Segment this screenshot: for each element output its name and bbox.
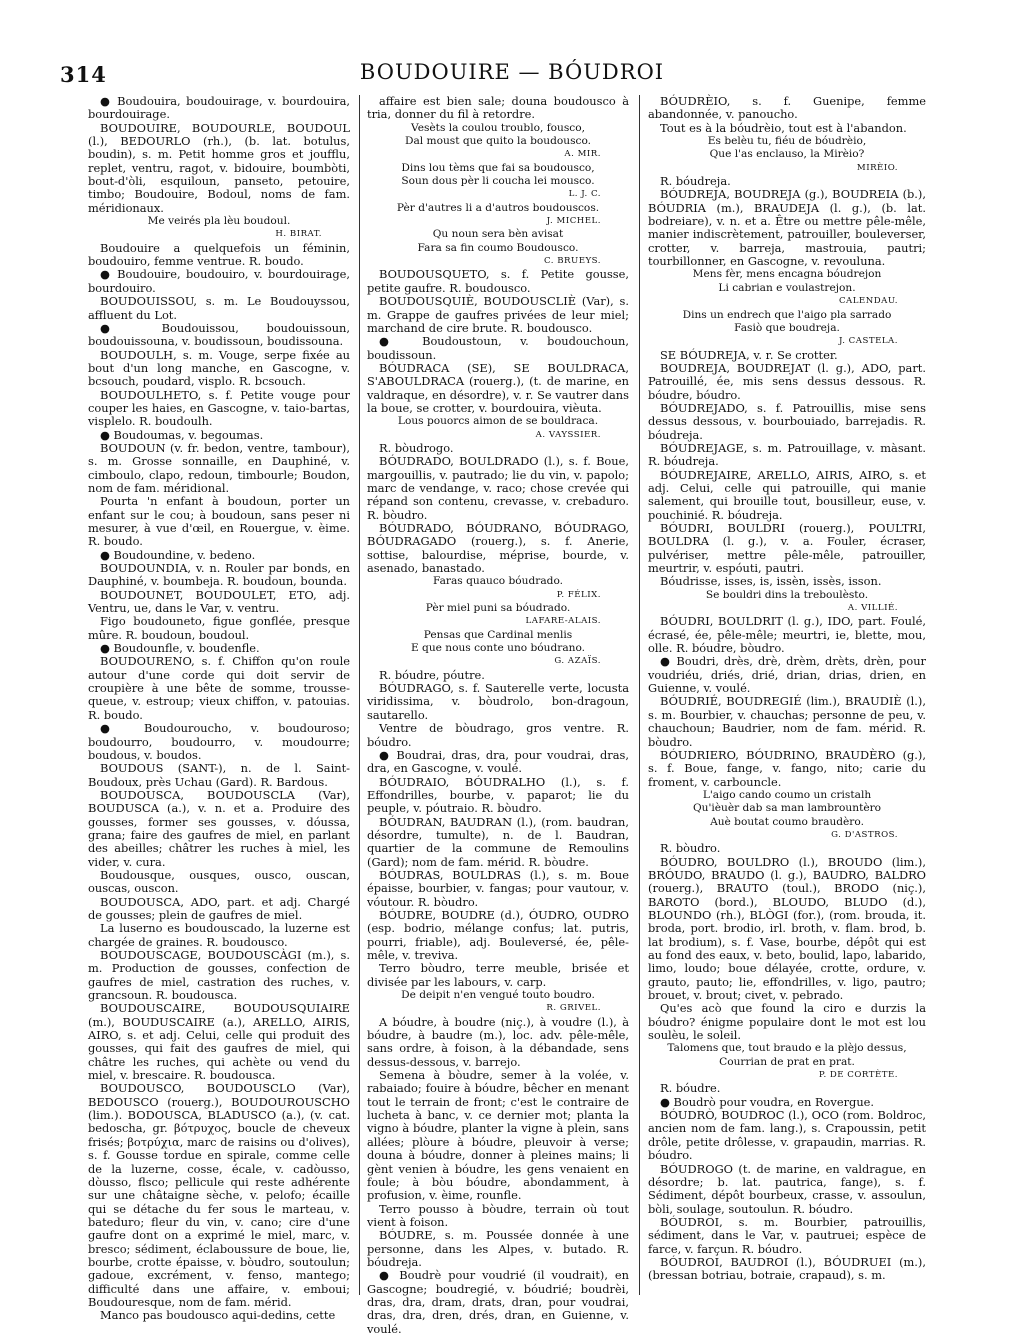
entry-paragraph: R. bòudrogo. [379,440,454,455]
verse-quote: Vesèts la coulou troublo, fousco, [411,121,585,134]
verse-quote: L'aigo cando coumo un cristalh [702,788,872,801]
entry-paragraph: ● Boudouroucho, v. boudouroso; boudourro, boudourro, v. moudourre; boudous, v. boudos. [88,721,350,762]
entry-paragraph: BOUDOULHETO, s. f. Petite vouge pour couper les haies, en Gascogne, v. taio-bartas, visplelo. R. boudoulh. [88,387,350,429]
entry-paragraph: BÓUDRÒ, BOUDROC (l.), OCO (rom. Boldroc, ancien nom de fam. lang.), s. Crapoussin, petit drôle, petite drôlesse, v. grapaudin, marrias. R. bóudro. [648,1108,926,1163]
column-rule [639,95,640,1295]
entry-paragraph: BÓUDRADO, BOULDRADO (l.), s. f. Boue, margouillis, v. pautrado; lie du vin, v. papolo; marc de vendange, v. raco; chose crevée qui répand son contenu, crevasse, v. crebaduro. R. bòudro. [367,454,629,522]
verse-quote: Me veirés pla lèu boudoul. [147,215,291,228]
entry-paragraph: BÓUDREJA, BOUDREJA (g.), BOUDREIA (b.), BÓUDRIA (m.), BRAUDEJA (l. g.), (b. lat. bodreiare), v. n. et a. Être ou mettre pêle-mêle, manier indiscrètement, patrouiller, bouleverser, crotter, v. barreja, mastrouia, pautri; tourbillonner, en Gascogne, v. revouluna. [648,187,926,269]
verse-quote: Se bouldri dins la treboulèsto. [705,588,869,601]
entry-paragraph: BÓUDROI, s. m. Bourbier, patrouillis, sédiment, dans le Var, v. pautruei; espèce de farce, v. farçun. R. bóudro. [648,1214,926,1256]
verse-quote: Qu noun sera bèn avisat [432,228,564,241]
entry-paragraph: ● Boudoundine, v. bedeno. [100,547,256,562]
entry-paragraph: BOUDOULH, s. m. Vouge, serpe fixée au bout d'un long manche, en Gascogne, v. bcsouch, poudard, visplo. R. bcsouch. [88,347,350,389]
entry-paragraph: R. bóudreja. [660,174,731,189]
verse-quote: Li cabrian e voulastrejon. [718,281,856,294]
entry-paragraph: BOUDOURENO, s. f. Chiffon qu'on roule autour d'une corde qui doit servir de croupière à une bête de somme, trousse-queue, v. estroup; vieux chiffon, v. patouias. R. boudo. [88,654,350,722]
entry-paragraph: BOUDOUSCAGE, BOUDOUSCÀGI (m.), s. m. Production de gousses, confection de gaufres de miel, castration des ruches, v. grancsoun. R. boudousca. [88,948,350,1003]
entry-paragraph: Qu'es acò que found la ciro e durzis la bóudro? énigme populaire dont le mot est lou soulèu, le soleil. [648,1001,926,1043]
verse-quote: Talomens que, tout braudo e la plèjo dessus, [667,1042,907,1055]
verse-quote: Dins lou tèms que fai sa boudousco, [401,161,595,174]
entry-paragraph: A bóudre, à boudre (niç.), à voudre (l.), à bóudre, à baudre (m.), loc. adv. pêle-mêle, sans ordre, à foison, à la débandade, sens dessus-dessous, v. barrejo. [367,1014,629,1069]
entry-paragraph: ● Boudounfle, v. boudenfle. [100,641,260,656]
entry-paragraph: R. bóudre. [660,1081,721,1096]
verse-quote: Courrian de prat en prat. [719,1055,855,1068]
quote-author: MIRÈIO. [856,162,898,173]
quote-author: C. BRUEYS. [543,256,601,267]
quote-author: P. FÉLIX. [556,589,601,600]
entry-paragraph: BÓUDRO, BOULDRO (l.), BROUDO (lim.), BRÓUDO, BRAUDO (l. g.), BAUDRO, BALDRO (rouerg.), BRAUTO (toul.), BRODO (niç.), BAROTO (bord.), BLOUDO, BLUDO (d.), BLOUNDO (rh.), BLÒGI (for.), (rom. brouda, it. broda, port. brodio, irl. broth, v. flam. brod, b. lat brodium), s. f. Vase, bourbe, dépôt qui est au fond des eaux, v. beto, boulid, lapo, labarido, limo, loudo; boue délayée, crotte, ordure, v. grauto, pauto; lie, effondrilles, v. ligo, pautro; brouet, v. brout; civet, v. pebrado. [648,854,926,1003]
entry-paragraph: BÓUDRAGO, s. f. Sauterelle verte, locusta viridissima, v. bòudrolo, bon-dragoun, sautarello. [367,681,629,722]
entry-paragraph: Tout es à la bóudrèio, tout est à l'abandon. [660,120,907,135]
text-column-middle [367,95,629,1336]
quote-author: A. VAYSSIER. [535,429,601,440]
page-number: 314 [60,62,107,87]
entry-paragraph: BÓUDRAIO, BÓUDRALHO (l.), s. f. Effondrilles, bourbe, v. paparot; lie du peuple, v. póutraio. R. bòudro. [367,774,629,816]
entry-paragraph: Manco pas boudousco aqui-dedins, cette [100,1308,336,1323]
verse-quote: Que l'as enclauso, la Mirèio? [709,148,865,161]
entry-paragraph: Boudouire a quelquefois un féminin, boudouiro, femme ventrue. R. boudo. [88,240,350,269]
entry-paragraph: Bóudrisse, isses, is, issèn, issès, isson. [660,574,882,589]
entry-paragraph: BÓUDRE, BOUDRE (d.), ÓUDRO, OUDRO (esp. bodrio, mélange confus; lat. putris, pourri, friable), adj. Bouleversé, ée, pêle-mêle, v. treviva. [367,907,629,962]
quote-author: J. CASTELA. [838,336,898,347]
quote-author: LAFARE-ALAIS. [525,616,601,627]
verse-quote: Faras quauco bóudrado. [432,575,564,588]
entry-paragraph: ● Boudrè pour voudrié (il voudrait), en Gascogne; boudregié, v. bóudrié; boudrèi, dras, dra, dram, drats, dran, pour voudrai, dras, dra, dren, drés, dran, en Guienne, v. voulé. [367,1268,629,1336]
verse-quote: Qu'ièuèr dab sa man lambrountèro [692,802,882,815]
entry-paragraph: BÓUDREJADO, s. f. Patrouillis, mise sens dessus dessous, v. bourbouiado, barrejadis. R. bóudreja. [648,400,926,442]
entry-paragraph: Pourta 'n enfant à boudoun, porter un enfant sur le cou; à boudoun, sans peser ni mesurer, à vue d'œil, en Rouergue, v. èime. R. boudo. [88,494,350,549]
entry-paragraph: BÓUDRIÉ, BOUDREGIÉ (lim.), BRAUDIÈ (l.), s. m. Bourbier, v. chauchas; personne de peu, v. chauchoun; Baudrier, nom de fam. mérid. R. bòudro. [648,694,926,749]
entry-paragraph: BOUDOUISSOU, s. m. Le Boudouyssou, affluent du Lot. [88,294,350,322]
entry-paragraph: BOUDREJA, BOUDREJAT (l. g.), ADO, part. Patrouillé, ée, mis sens dessus dessous. R. bóudre, bóudro. [648,360,926,402]
verse-quote: Pèr d'autres li a d'autros boudouscos. [396,201,600,214]
entry-paragraph: ● Boudouira, boudouirage, v. bourdouira, bourdouirage. [88,94,350,122]
entry-paragraph: ● Boudri, drès, drè, drèm, drèts, drèn, pour voudriéu, driés, drié, drian, drias, drien, en Guienne, v. voulé. [648,654,926,696]
entry-paragraph: BOUDOUS (SANT-), n. de l. Saint-Boudoux, près Uchau (Gard). R. Bardous. [88,761,350,789]
text-column-right [648,95,926,1283]
entry-paragraph: BOUDOUSCA, ADO, part. et adj. Chargé de gousses; plein de gaufres de miel. [88,894,350,922]
verse-quote: Pèr miel puni sa bóudrado. [425,602,571,615]
verse-quote: Soun dous pèr li coucha lei mousco. [401,175,595,188]
entry-paragraph: BOUDOUNDIA, v. n. Rouler par bonds, en Dauphiné, v. boumbeja. R. boudoun, bounda. [88,561,350,589]
entry-paragraph: Boudousque, ousques, ousco, ouscan, ouscas, ouscon. [88,867,350,896]
entry-paragraph: ● Boudouire, boudouiro, v. bourdouirage, bourdouiro. [88,267,350,295]
entry-paragraph: BOUDOUSQUIÈ, BOUDOUSCLIÈ (Var), s. m. Grappe de gaufres privées de leur miel; marchand de cire brute. R. boudousco. [367,294,629,335]
verse-quote: Auè boutat coumo braudèro. [710,815,864,828]
entry-paragraph: BÓUDRI, BOULDRIT (l. g.), IDO, part. Foulé, écrasé, ée, pêle-mêle; meurtri, ie, blette, mou, olle. R. bóudre, bòudro. [648,614,926,656]
entry-paragraph: Terro bòudro, terre meuble, brisée et divisée par les labours, v. carp. [367,961,629,989]
entry-paragraph: ● Boudouissou, boudouissoun, boudouissouna, v. boudissoun, boudissouna. [88,320,350,349]
quote-author: A. VILLIÉ. [847,603,898,614]
entry-paragraph: BÓUDRADO, BÓUDRANO, BÓUDRAGO, BÓUDRAGADO (rouerg.), s. f. Anerie, sottise, balourdise, méprise, bourde, v. asenado, banastado. [367,521,629,576]
entry-paragraph: Ventre de bòudrago, gros ventre. R. bóudro. [367,721,629,749]
entry-paragraph: BÓUDRIERO, BÓUDRINO, BRAUDÈRO (g.), s. f. Boue, fange, v. fango, nito; carie du froment, v. carbouncle. [648,747,926,789]
quote-author: R. GRIVEL. [546,1003,601,1014]
entry-paragraph: ● Boudoumas, v. begoumas. [100,427,264,442]
verse-quote: Mens fèr, mens encagna bóudrejon [692,268,882,281]
column-rule [359,95,360,1295]
entry-paragraph: ● Boudoustoun, v. boudouchoun, boudissoun. [367,334,629,362]
entry-paragraph: ● Boudrai, dras, dra, pour voudrai, dras, dra, en Gascogne, v. voulé. [367,747,629,776]
entry-paragraph: BÓUDRACA (SE), SE BOULDRACA, S'ABOULDRACA (rouerg.), (t. de marine, en valdraque, en désordre), v. r. Se vautrer dans la boue, se crotter, v. bourdouira, vièuta. [367,360,629,415]
verse-quote: Fara sa fin coumo Boudousco. [417,241,579,254]
entry-paragraph: SE BÓUDREJA, v. r. Se crotter. [660,347,838,362]
entry-paragraph: affaire est bien sale; douna boudousco à tria, donner du fil à retordre. [367,94,629,122]
entry-paragraph: Terro pousso à bòudre, terrain où tout vient à foison. [367,1201,629,1229]
verse-quote: De deipit n'en vengué touto boudro. [401,989,595,1002]
quote-author: J. MICHEL. [546,216,601,227]
entry-paragraph: BOUDOUNET, BOUDOULET, ETO, adj. Ventru, ue, dans le Var, v. ventru. [88,587,350,616]
entry-paragraph: R. bòudro. [660,841,721,856]
entry-paragraph: BÓUDRI, BOULDRI (rouerg.), POULTRI, BOULDRA (l. g.), v. a. Fouler, écraser, pulvériser, mettre pêle-mêle, patrouiller, meurtrir, v. espóuti, pautri. [648,521,926,576]
entry-paragraph: BOUDOUSCAIRE, BOUDOUSQUIAIRE (m.), BOUDUSCAIRE (a.), ARELLO, AIRIS, AIRO, s. et adj. Celui, celle qui produit des gousses, qui fait des gaufres de miel, qui châtre les ruches, qui achète ou vend du miel, v. brescaire. R. boudousca. [88,1001,350,1083]
text-column-left [88,95,350,1323]
entry-paragraph: ● Boudrò pour voudra, en Rovergue. [660,1094,875,1109]
verse-quote: Es belèu tu, fiéu de bóudrèio, [707,135,867,148]
running-head: BOUDOUIRE — BÓUDROI [359,60,665,84]
entry-paragraph: BÓUDRAN, BAUDRAN (l.), (rom. baudran, désordre, tumulte), n. de l. Baudran, quartier de la commune de Remoulins (Gard); nom de fam. mérid. R. bòudre. [367,814,629,869]
entry-paragraph: BÓUDROGO (t. de marine, en valdrague, en désordre; b. lat. pautrica, fange), s. f. Sédiment, dépôt bourbeux, crasse, v. assoulun, bòli, soulage, soutoulun. R. bóudro. [648,1161,926,1216]
quote-author: H. BIRAT. [275,229,322,240]
entry-paragraph: BOUDOUSCA, BOUDOUSCLA (Var), BOUDUSCA (a.), v. n. et a. Produire des gousses, former ses gousses, v. dóussa, grana; faire des gaufres de miel, en parlant des abeilles; châtrer les ruches à miel, les vider, v. cura. [88,787,350,869]
entry-paragraph: BÓUDRAS, BOULDRAS (l.), s. m. Boue épaisse, bourbier, v. fangas; pour vautour, v. vóutour. R. bòudro. [367,867,629,909]
entry-paragraph: BÓUDRÈIO, s. f. Guenipe, femme abandonnée, v. panoucho. [648,94,926,122]
entry-paragraph: R. bóudre, póutre. [379,667,485,682]
quote-author: L. J. C. [568,189,601,200]
entry-paragraph: BÓUDREJAIRE, ARELLO, AIRIS, AIRO, s. et adj. Celui, celle qui patrouille, qui manie salement, qui brouille tout, bousilleur, euse, v. pouchinié. R. bóudreja. [648,467,926,522]
entry-paragraph: La luserno es boudouscado, la luzerne est chargée de graines. R. boudousco. [88,921,350,949]
entry-paragraph: BOUDOUIRE, BOUDOURLE, BOUDOUL (l.), BEDOURLO (rh.), (b. lat. botulus, boudin), s. m. Petit homme gros et joufflu, replet, ventru, ragot, v. bidouire, boumbòti, bout-d'òli, esquiloun, panseto, petouire, timbo; Boudouire, Bodoul, noms de fam. méridionaux. [88,120,350,215]
verse-quote: Lous pouorcs aimon de se bouldraca. [397,415,599,428]
entry-paragraph: BOUDOUSQUETO, s. f. Petite gousse, petite gaufre. R. boudousco. [367,267,629,295]
entry-paragraph: BOUDOUN (v. fr. bedon, ventre, tambour), s. m. Grosse sonnaille, en Dauphiné, v. cimboulo, clapo, redoun, timbourle; Boudon, nom de fam. méridional. [88,440,350,495]
entry-paragraph: Figo boudouneto, figue gonflée, presque mûre. R. boudoun, boudoul. [88,614,350,642]
entry-paragraph: Semena à bòudre, semer à la volée, v. rabaiado; fouire à bóudre, bêcher en menant tout le terrain de front; c'est le contraire de lucheta à banc, v. ce dernier mot; planta la vigno à bóudre, planter la vigne à plein, sans allées; plòure à bóudre, pleuvoir à verse; douna à bóudre, donner à pleines mains; li gènt venien à bóudre, les gens venaient en foule; à bòu bóudre, abondamment, à profusion, v. èime, rounfle. [367,1068,629,1203]
quote-author: A. MIR. [564,149,601,160]
quote-author: G. AZAÏS. [554,656,601,667]
entry-paragraph: BÓUDRE, s. m. Poussée donnée à une personne, dans les Alpes, v. butado. R. bóudreja. [367,1228,629,1269]
verse-quote: E que nous conte uno bóudrano. [410,642,586,655]
verse-quote: Dins un endrech que l'aigo pla sarrado [682,308,892,321]
quote-author: CALENDAU. [838,296,898,307]
quote-author: G. D'ASTROS. [831,829,898,840]
verse-quote: Dal moust que quito la boudousco. [404,135,592,148]
entry-paragraph: BÓUDROI, BAUDROI (l.), BÓUDRUEI (m.), (bressan botriau, botraie, crapaud), s. m. [648,1254,926,1283]
verse-quote: Pensas que Cardinal menlis [423,628,573,641]
verse-quote: Fasiò que boudreja. [734,321,840,334]
entry-paragraph: BOUDOUSCO, BOUDOUSCLO (Var), BEDOUSCO (rouerg.), BOUDOUROUSCHO (lim.). BODOUSCA, BLADUSCO (a.), (v. cat. bedoscha, gr. βότρυχος, boucle de cheveux frisés; βοτρύχια, marc de raisins ou d'olives), s. f. Gousse tordue en spirale, comme celle de la luzerne, cosse, écale, v. cadòusso, dòusso, flsco; pellicule qui reste adhérente sur une châtaigne sèche, v. pelofo; écaille qui se détache du fer sous le marteau, v. bateduro; fleur du vin, v. cano; cire d'une gaufre dont on a exprimé le miel, marc, v. bresco; sédiment, éclaboussure de boue, lie, bourbe, crotte épaisse, v. bòudro, soutoulun; gadoue, excrément, v. fenso, mantego; difficulté dans une affaire, v. emboui; Boudouresque, nom de fam. mérid. [88,1081,350,1309]
entry-paragraph: BÓUDREJAGE, s. m. Patrouillage, v. màsant. R. bóudreja. [648,440,926,469]
quote-author: P. DE CORTÈTE. [818,1070,898,1081]
